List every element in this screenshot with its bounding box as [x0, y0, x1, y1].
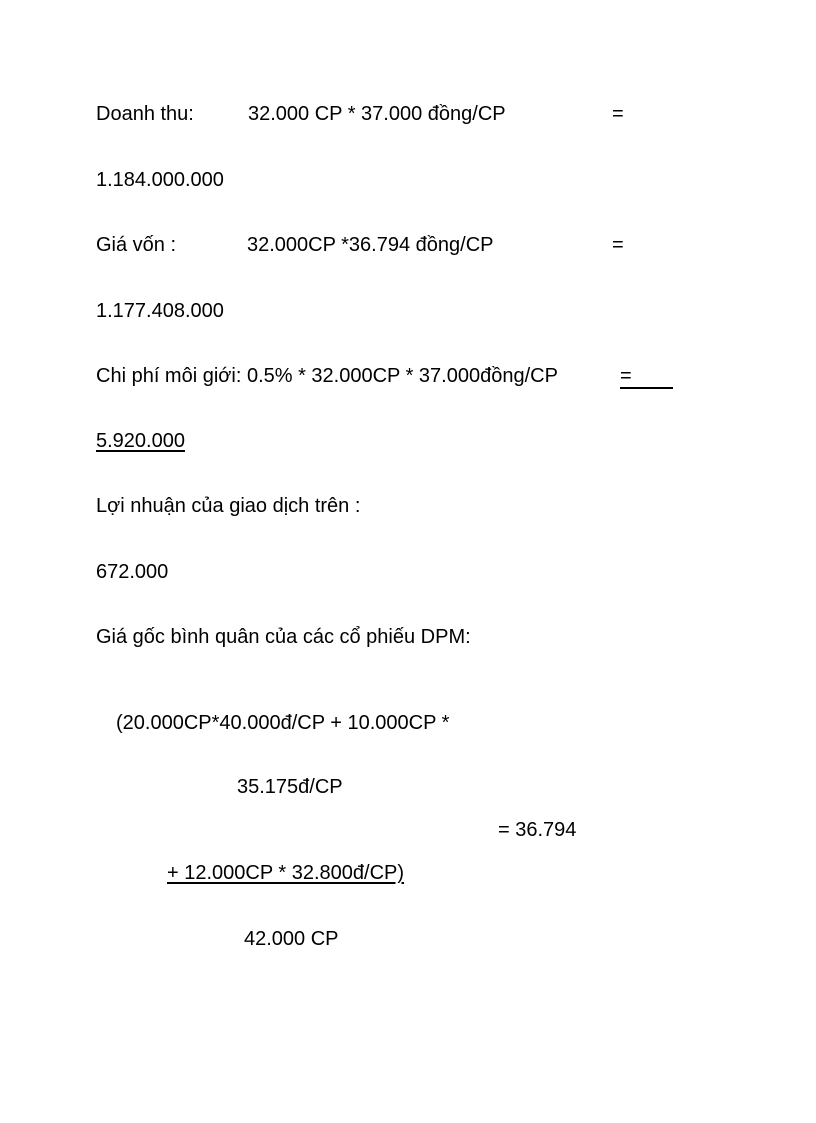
average-label: Giá gốc bình quân của các cổ phiếu DPM: [96, 626, 471, 648]
average-equals-result: = 36.794 [498, 819, 577, 841]
profit-label: Lợi nhuận của giao dịch trên : [96, 495, 361, 517]
average-numerator-line1: (20.000CP*40.000đ/CP + 10.000CP * [116, 712, 450, 734]
average-denominator: 42.000 CP [244, 928, 339, 950]
average-numerator-line2: 35.175đ/CP [237, 776, 343, 798]
profit-result: 672.000 [96, 561, 169, 583]
cost-result: 1.177.408.000 [96, 300, 224, 322]
brokerage-formula: Chi phí môi giới: 0.5% * 32.000CP * 37.000đồng/CP [96, 365, 558, 387]
brokerage-result: 5.920.000 [96, 430, 185, 452]
cost-equals: = [612, 234, 624, 256]
revenue-label: Doanh thu: [96, 103, 194, 125]
average-numerator-line3: + 12.000CP * 32.800đ/CP) [167, 862, 405, 884]
revenue-formula: 32.000 CP * 37.000 đồng/CP [248, 103, 506, 125]
revenue-equals: = [612, 103, 624, 125]
brokerage-equals: = [620, 365, 632, 387]
cost-formula: 32.000CP *36.794 đồng/CP [247, 234, 494, 256]
revenue-result: 1.184.000.000 [96, 169, 224, 191]
cost-label: Giá vốn : [96, 234, 177, 256]
brokerage-underline [620, 387, 673, 389]
